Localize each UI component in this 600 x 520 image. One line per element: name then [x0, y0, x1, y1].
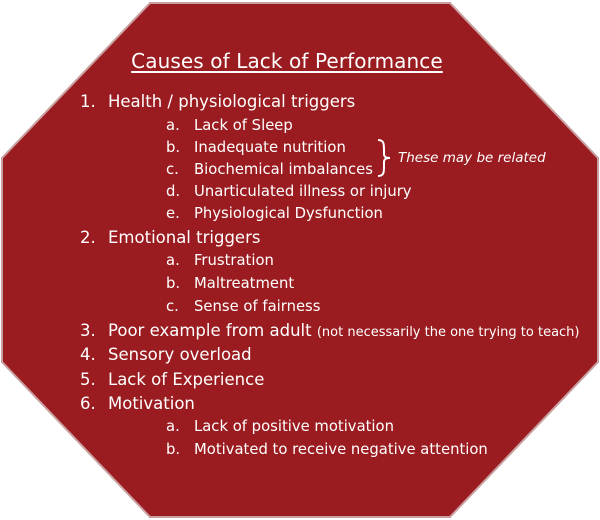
item-number: 2. [80, 228, 96, 247]
sub-item-1c [166, 161, 373, 178]
sub-item-6a [166, 418, 394, 435]
item-label: Lack of Experience [108, 370, 265, 389]
sub-item-2c [166, 298, 320, 315]
sub-letter: d. [166, 183, 181, 200]
item-number: 1. [80, 92, 96, 111]
item-note: (not necessarily the one trying to teach) [316, 325, 580, 340]
sub-item-2b [166, 275, 294, 292]
item-label: Emotional triggers [108, 228, 261, 247]
list-item-1 [80, 92, 355, 111]
list-item-4 [80, 345, 252, 364]
sub-label: Physiological Dysfunction [194, 205, 383, 222]
sub-item-1e [166, 205, 383, 222]
related-note: These may be related [398, 150, 546, 166]
list-item-5 [80, 370, 264, 389]
sub-item-1b [166, 139, 346, 156]
sub-label: Inadequate nutrition [194, 139, 346, 156]
sub-label: Biochemical imbalances [194, 161, 373, 178]
sub-item-2a [166, 252, 274, 269]
sub-label: Maltreatment [194, 275, 295, 292]
item-number: 5. [80, 370, 96, 389]
curly-brace-icon [374, 138, 396, 178]
sub-letter: a. [166, 252, 180, 269]
sub-label: Sense of fairness [194, 298, 321, 315]
sub-letter: b. [166, 139, 181, 156]
item-number: 3. [80, 321, 96, 340]
diagram-title: Causes of Lack of Performance [131, 49, 443, 73]
list-item-6 [80, 394, 195, 413]
sub-label: Lack of positive motivation [194, 418, 394, 435]
sub-label: Lack of Sleep [194, 117, 293, 134]
item-label: Sensory overload [108, 345, 252, 364]
item-label: Motivation [108, 394, 195, 413]
sub-label: Frustration [194, 252, 274, 269]
sub-label: Unarticulated illness or injury [194, 183, 412, 200]
item-label: Poor example from adult [108, 321, 312, 340]
sub-letter: c. [166, 298, 179, 315]
sub-item-1a [166, 117, 293, 134]
sub-item-6b [166, 441, 488, 458]
sub-letter: a. [166, 117, 180, 134]
item-label: Health / physiological triggers [108, 92, 356, 111]
sub-letter: b. [166, 441, 181, 458]
sub-label: Motivated to receive negative attention [194, 441, 488, 458]
sub-letter: b. [166, 275, 181, 292]
sub-letter: e. [166, 205, 180, 222]
sub-item-1d [166, 183, 412, 200]
list-item-2 [80, 228, 260, 247]
sub-letter: c. [166, 161, 179, 178]
list-item-3 [80, 321, 580, 340]
item-number: 4. [80, 345, 96, 364]
item-number: 6. [80, 394, 96, 413]
sub-letter: a. [166, 418, 180, 435]
